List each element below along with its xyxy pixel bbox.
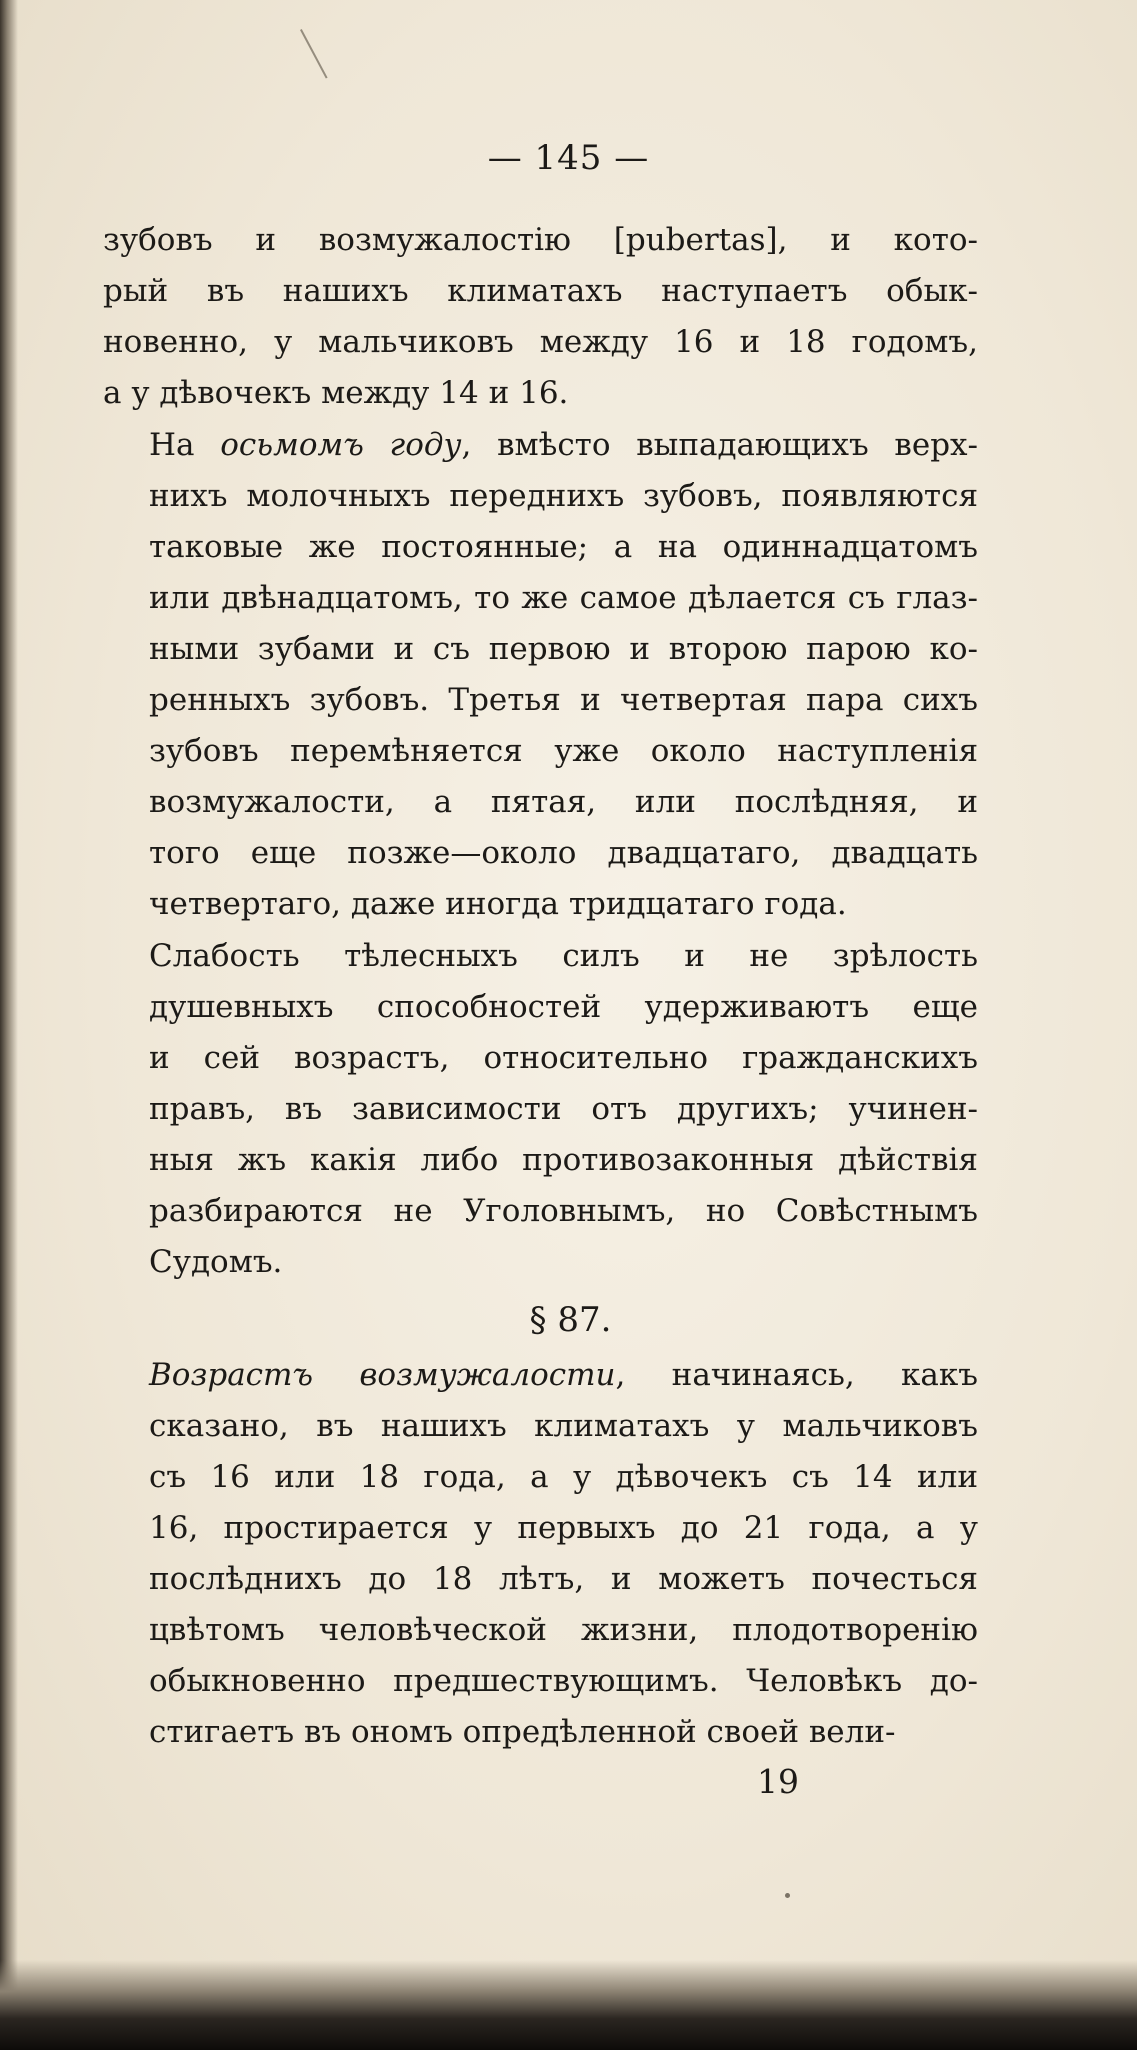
page-number: — 145 — bbox=[487, 138, 650, 178]
paragraph-p3 bbox=[103, 931, 978, 1288]
page-gutter-shadow bbox=[0, 0, 18, 2050]
text-line: Судомъ. bbox=[149, 1244, 283, 1280]
paragraphs-top bbox=[103, 215, 978, 1288]
text-line: На осьмомъ году, вмѣсто выпадающихъ верх- bbox=[149, 427, 979, 463]
text-line: зубовъ и возмужалостію [pubertas], и кото- bbox=[103, 222, 978, 258]
text-line: и сей возрастъ, относительно гражданскихъ bbox=[149, 1040, 978, 1076]
text-line: сказано, въ нашихъ климатахъ у мальчиковъ bbox=[149, 1408, 978, 1444]
text-line: ренныхъ зубовъ. Третья и четвертая пара сихъ bbox=[149, 682, 978, 718]
paragraph-p4 bbox=[103, 1350, 978, 1758]
text-line: обыкновенно предшествующимъ. Человѣкъ до- bbox=[149, 1663, 978, 1699]
text-line: ныя жъ какія либо противозаконныя дѣйствія bbox=[149, 1142, 978, 1178]
text-line: душевныхъ способностей удерживаютъ еще bbox=[149, 989, 978, 1025]
paper-speck bbox=[785, 1893, 790, 1898]
page-bottom-edge bbox=[0, 1960, 1137, 2050]
text-line: а у дѣвочекъ между 14 и 16. bbox=[103, 375, 569, 411]
text-line: стигаетъ въ ономъ опредѣленной своей вели- bbox=[149, 1714, 896, 1750]
page-body bbox=[103, 215, 978, 1759]
text-line: правъ, въ зависимости отъ другихъ; учинен- bbox=[149, 1091, 978, 1127]
text-line: или двѣнадцатомъ, то же самое дѣлается съ глаз- bbox=[149, 580, 978, 616]
text-line: возмужалости, а пятая, или послѣдняя, и bbox=[149, 784, 978, 820]
text-line: ными зубами и съ первою и второю парою ко- bbox=[149, 631, 978, 667]
paragraphs-bottom bbox=[103, 1350, 978, 1758]
italic-term: осьмомъ году bbox=[220, 427, 462, 463]
text-line: съ 16 или 18 года, а у дѣвочекъ съ 14 или bbox=[149, 1459, 978, 1495]
paragraph-p1 bbox=[103, 215, 978, 419]
paper-scratch-mark bbox=[300, 29, 328, 79]
text-line: разбираются не Уголовнымъ, но Совѣстнымъ bbox=[149, 1193, 978, 1229]
text-line: рый въ нашихъ климатахъ наступаетъ обык- bbox=[103, 273, 978, 309]
text-line: послѣднихъ до 18 лѣтъ, и можетъ почесться bbox=[149, 1561, 978, 1597]
text-line: 16, простирается у первыхъ до 21 года, а у bbox=[149, 1510, 978, 1546]
text-line: Возрастъ возмужалости, начинаясь, какъ bbox=[149, 1357, 978, 1393]
signature-mark: 19 bbox=[757, 1762, 799, 1801]
text-line: нихъ молочныхъ переднихъ зубовъ, появляются bbox=[149, 478, 978, 514]
text-line: таковые же постоянные; а на одиннадцатомъ bbox=[149, 529, 978, 565]
text-line: Слабость тѣлесныхъ силъ и не зрѣлость bbox=[149, 938, 978, 974]
paragraph-p2 bbox=[103, 420, 978, 930]
italic-term: Возрастъ возмужалости bbox=[149, 1357, 616, 1393]
section-heading: § 87. bbox=[529, 1300, 612, 1340]
text-line: новенно, у мальчиковъ между 16 и 18 годомъ, bbox=[103, 324, 978, 360]
text-line: зубовъ перемѣняется уже около наступленія bbox=[149, 733, 978, 769]
text-line: четвертаго, даже иногда тридцатаго года. bbox=[149, 886, 847, 922]
text-line: того еще позже—около двадцатаго, двадцать bbox=[149, 835, 978, 871]
text-line: цвѣтомъ человѣческой жизни, плодотворенію bbox=[149, 1612, 978, 1648]
